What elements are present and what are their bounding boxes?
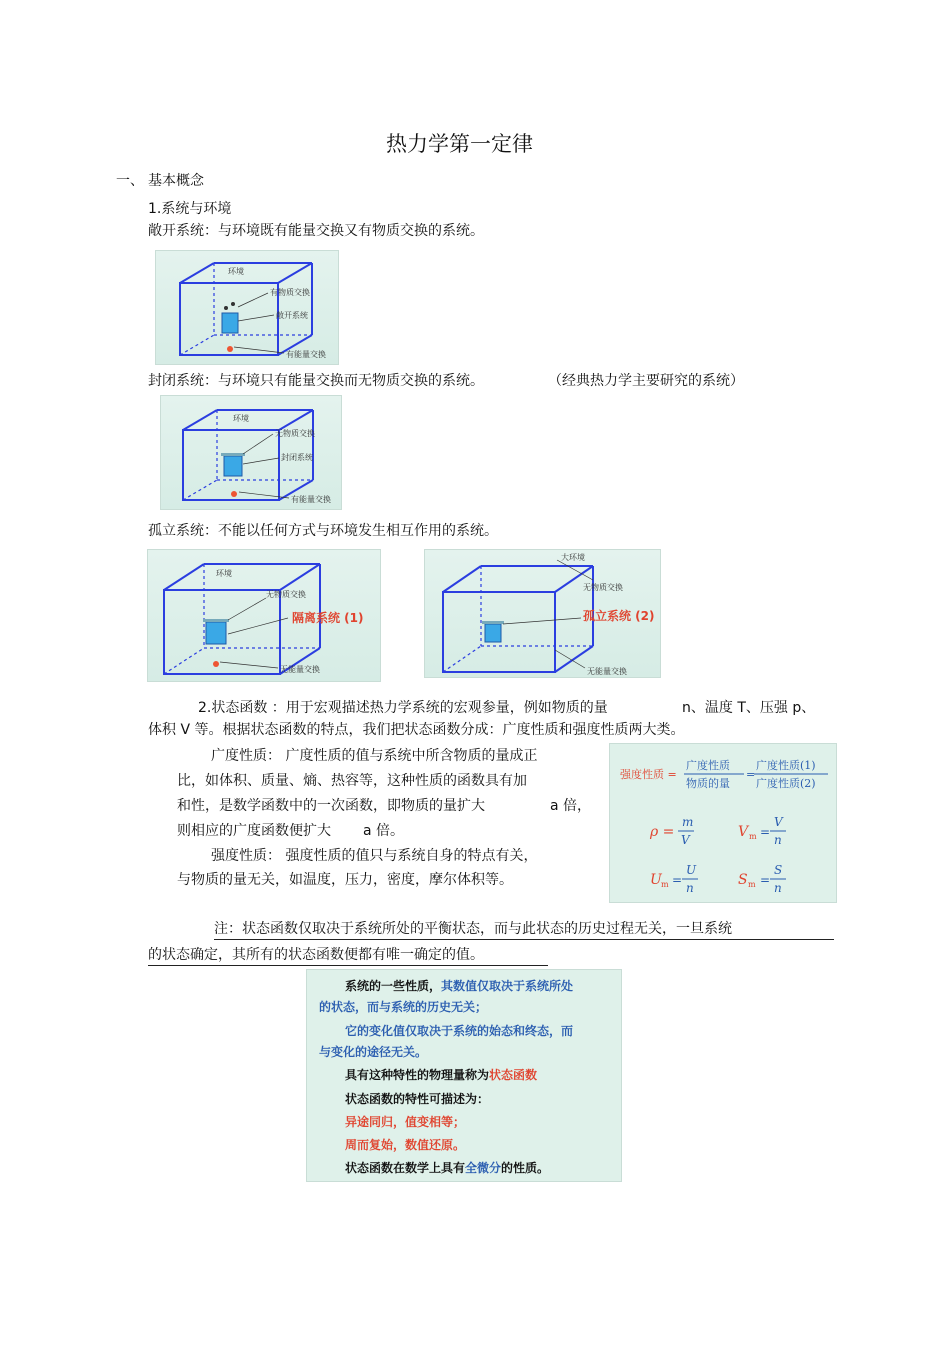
extensive-line-1: 广度性质： 广度性质的值与系统中所含物质的量成正 bbox=[211, 748, 538, 764]
label-matter: 无物质交换 bbox=[583, 583, 623, 592]
label-energy: 无能量交换 bbox=[280, 665, 320, 674]
um-den: n bbox=[686, 881, 694, 895]
label-system: 敞开系统 bbox=[276, 311, 308, 320]
note-line-1: 注：状态函数仅取决于系统所处的平衡状态，而与此状态的历史过程无关，一旦系统 bbox=[214, 918, 834, 940]
formula-den2: 广度性质(2) bbox=[756, 777, 816, 790]
env-label: 环境 bbox=[216, 569, 232, 578]
extensive-line-3b: a 倍， bbox=[550, 798, 592, 814]
vm-den: n bbox=[774, 833, 782, 847]
panel-p8: 周而复始，数值还原。 bbox=[345, 1138, 466, 1152]
isolated-system-text: 孤立系统：不能以任何方式与环境发生相互作用的系统。 bbox=[148, 523, 498, 539]
panel-p5b: 状态函数 bbox=[489, 1068, 538, 1082]
label-system: 隔离系统 (1) bbox=[292, 611, 364, 625]
um-num: U bbox=[686, 863, 697, 877]
note-line-2: 的状态确定，其所有的状态函数便都有唯一确定的值。 bbox=[148, 944, 548, 966]
rho-den: V bbox=[681, 833, 690, 847]
label-system: 孤立系统 (2) bbox=[583, 609, 655, 623]
intensive-line-1: 强度性质： 强度性质的值只与系统自身的特点有关， bbox=[211, 848, 538, 864]
vm-sub: m bbox=[749, 832, 757, 841]
svg-text:=: = bbox=[672, 873, 683, 887]
extensive-line-2: 比，如体积、质量、熵、热容等，这种性质的函数具有加 bbox=[177, 773, 527, 789]
formula-lhs: 强度性质 = bbox=[620, 768, 677, 781]
label-energy: 无能量交换 bbox=[587, 667, 627, 676]
open-system-text: 敞开系统：与环境既有能量交换又有物质交换的系统。 bbox=[148, 223, 484, 239]
svg-text:=: = bbox=[760, 873, 771, 887]
state-function-intro-cont: n、温度 T、压强 p、 bbox=[682, 700, 816, 716]
sm-num: S bbox=[774, 863, 783, 877]
panel-p5a: 具有这种特性的物理量称为 bbox=[345, 1068, 490, 1082]
vm-lhs: V bbox=[738, 824, 749, 840]
section-heading: 基本概念 bbox=[148, 173, 204, 189]
extensive-line-4b: a 倍。 bbox=[363, 823, 405, 839]
page-title: 热力学第一定律 bbox=[386, 132, 533, 156]
svg-text:=: = bbox=[760, 825, 771, 839]
panel-p1b: 其数值仅取决于系统所处 bbox=[441, 979, 574, 993]
label-energy: 有能量交换 bbox=[291, 495, 331, 504]
panel-p7: 异途同归，值变相等； bbox=[345, 1115, 466, 1129]
env-label: 大环境 bbox=[561, 553, 585, 562]
vm-num: V bbox=[774, 815, 783, 829]
label-matter: 无物质交换 bbox=[275, 429, 315, 438]
rho-num: m bbox=[682, 815, 694, 829]
label-matter: 有物质交换 bbox=[270, 288, 310, 297]
closed-system-figure bbox=[160, 395, 342, 510]
panel-p4: 与变化的途径无关。 bbox=[319, 1045, 428, 1059]
open-system-figure bbox=[155, 250, 339, 365]
um-sub: m bbox=[661, 880, 669, 889]
rho-lhs: ρ = bbox=[650, 824, 675, 840]
formula-num1: 广度性质 bbox=[686, 759, 730, 772]
intensive-line-2: 与物质的量无关，如温度，压力，密度，摩尔体积等。 bbox=[177, 872, 513, 888]
panel-p6: 状态函数的特性可描述为： bbox=[345, 1092, 490, 1106]
state-function-classes: 体积 V 等。根据状态函数的特点，我们把状态函数分成：广度性质和强度性质两大类。 bbox=[148, 722, 685, 738]
state-function-panel bbox=[306, 969, 622, 1182]
panel-p9a: 状态函数在数学上具有 bbox=[345, 1161, 466, 1175]
panel-p9b: 全微分 bbox=[465, 1161, 502, 1175]
sm-sub: m bbox=[748, 880, 756, 889]
formula-panel bbox=[609, 743, 837, 903]
section-number: 一、 bbox=[116, 173, 144, 189]
extensive-line-3: 和性，是数学函数中的一次函数，即物质的量扩大 bbox=[177, 798, 485, 814]
extensive-line-4: 则相应的广度函数便扩大 bbox=[177, 823, 331, 839]
label-matter: 无物质交换 bbox=[266, 590, 306, 599]
panel-p9c: 的性质。 bbox=[501, 1161, 550, 1175]
label-energy: 有能量交换 bbox=[286, 350, 326, 359]
isolated-system-figure-2 bbox=[424, 549, 661, 678]
label-system: 封闭系统 bbox=[281, 453, 313, 462]
env-label: 环境 bbox=[228, 267, 244, 276]
closed-system-note: （经典热力学主要研究的系统） bbox=[548, 373, 744, 389]
env-label: 环境 bbox=[233, 414, 249, 423]
formula-den1: 物质的量 bbox=[686, 777, 730, 790]
sm-den: n bbox=[774, 881, 782, 895]
panel-p3: 它的变化值仅取决于系统的始态和终态，而 bbox=[345, 1024, 574, 1038]
um-lhs: U bbox=[650, 872, 662, 888]
sm-lhs: S bbox=[738, 872, 748, 888]
formula-num2: 广度性质(1) bbox=[756, 759, 816, 772]
subsection-heading: 1.系统与环境 bbox=[148, 201, 232, 217]
closed-system-text: 封闭系统：与环境只有能量交换而无物质交换的系统。 bbox=[148, 373, 484, 389]
panel-p2: 的状态，而与系统的历史无关； bbox=[319, 1000, 488, 1014]
panel-p1a: 系统的一些性质， bbox=[345, 979, 442, 993]
svg-text:=: = bbox=[746, 768, 756, 781]
state-function-intro: 2.状态函数 ：用于宏观描述热力学系统的宏观参量，例如物质的量 bbox=[198, 700, 608, 716]
isolated-system-figure-1 bbox=[147, 549, 381, 682]
